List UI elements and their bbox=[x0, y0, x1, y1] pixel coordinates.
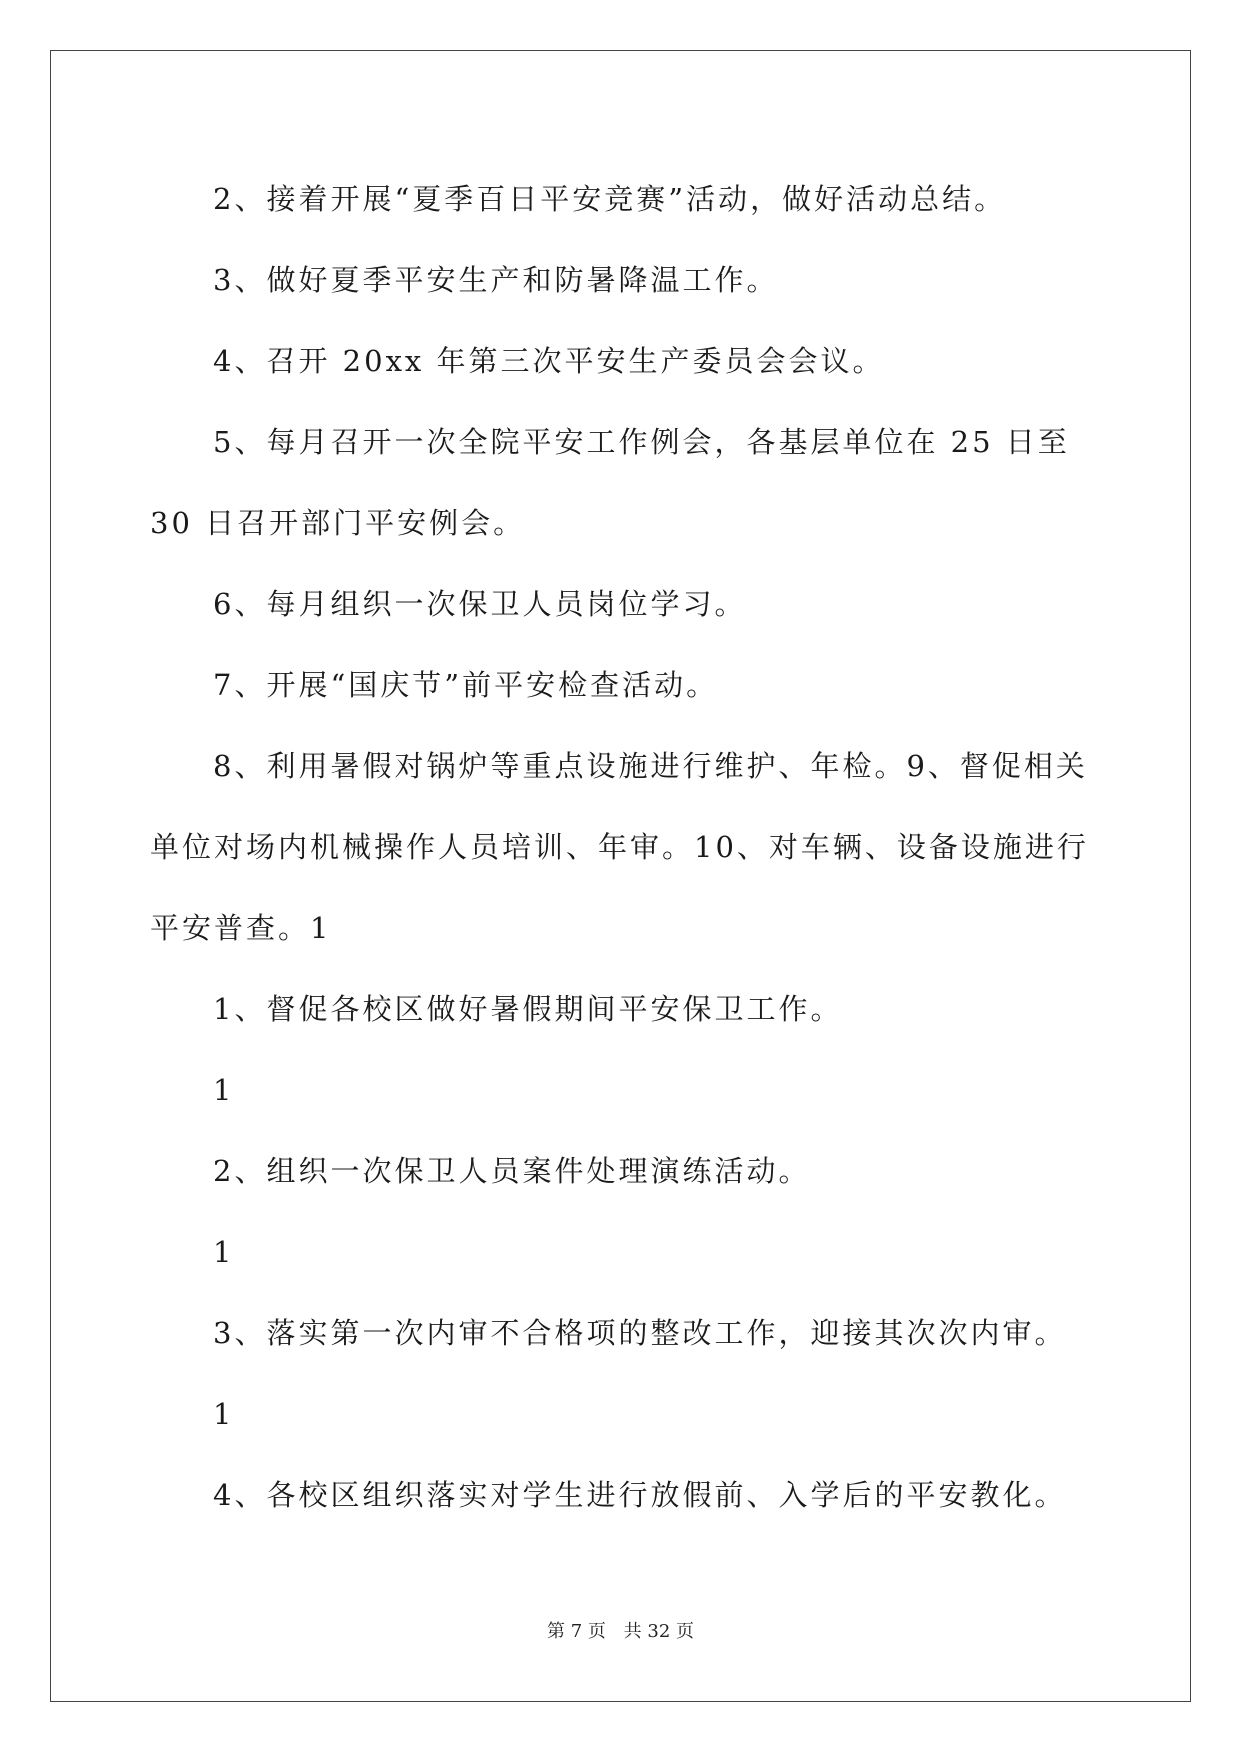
page-total: 共 32 页 bbox=[623, 1621, 694, 1642]
paragraph: 8、利用暑假对锅炉等重点设施进行维护、年检。9、督促相关单位对场内机械操作人员培训、年审。10、对车辆、设备设施进行平安普查。1 bbox=[150, 749, 1089, 945]
paragraph: 2、接着开展“夏季百日平安竞赛”活动，做好活动总结。 bbox=[213, 182, 1007, 216]
paragraph: 4、召开 20xx 年第三次平安生产委员会会议。 bbox=[213, 344, 885, 378]
page-number: 第 7 页 bbox=[547, 1621, 606, 1642]
paragraph: 2、组织一次保卫人员案件处理演练活动。 bbox=[213, 1154, 811, 1188]
paragraph: 1、督促各校区做好暑假期间平安保卫工作。 bbox=[213, 992, 843, 1026]
paragraph: 4、各校区组织落实对学生进行放假前、入学后的平安教化。 bbox=[213, 1478, 1067, 1512]
paragraph: 5、每月召开一次全院平安工作例会，各基层单位在 25 日至 30 日召开部门平安例会。 bbox=[150, 425, 1083, 540]
document-body bbox=[150, 159, 1096, 1536]
paragraph: 3、落实第一次内审不合格项的整改工作，迎接其次次内审。 bbox=[213, 1316, 1067, 1350]
paragraph: 6、每月组织一次保卫人员岗位学习。 bbox=[213, 587, 747, 621]
paragraph: 1 bbox=[213, 1397, 235, 1431]
paragraph: 1 bbox=[213, 1073, 235, 1107]
page-footer bbox=[0, 1620, 1241, 1644]
paragraph: 3、做好夏季平安生产和防暑降温工作。 bbox=[213, 263, 779, 297]
paragraph: 1 bbox=[213, 1235, 235, 1269]
paragraph: 7、开展“国庆节”前平安检查活动。 bbox=[213, 668, 719, 702]
